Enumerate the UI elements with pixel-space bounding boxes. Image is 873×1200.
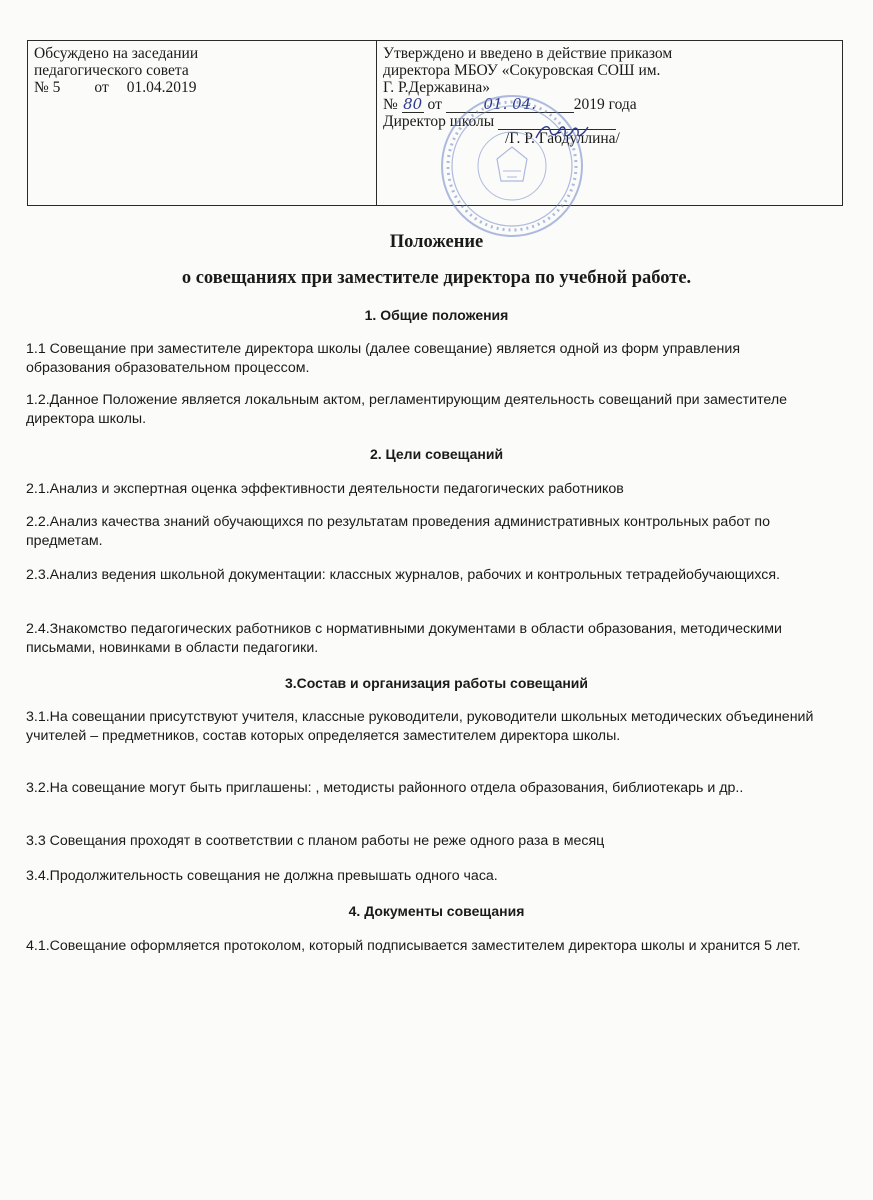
section-1-heading: 1. Общие положения	[364, 307, 509, 323]
order-number-label: №	[383, 96, 398, 113]
paragraph-4-1: 4.1.Совещание оформляется протоколом, который подписывается заместителем директора школы и хранится 5 лет.	[26, 938, 801, 954]
order-from-label: от	[427, 96, 442, 113]
director-line	[383, 113, 836, 130]
director-label: Директор школы	[383, 113, 495, 130]
order-number: 80	[403, 95, 423, 113]
protocol-number: № 5	[34, 79, 61, 96]
discussed-cell	[28, 41, 377, 206]
approved-cell	[377, 41, 843, 206]
order-year: 2019 года	[573, 96, 637, 113]
paragraph-3-3: 3.3 Совещания проходят в соответствии с планом работы не реже одного раза в месяц	[26, 833, 605, 849]
document-title: Положение	[389, 232, 484, 252]
discussed-line-2: педагогического совета	[34, 62, 189, 79]
paragraph-3-2: 3.2.На совещание могут быть приглашены: , методисты районного отдела образования, библиотекарь и др..	[26, 780, 744, 796]
paragraph-3-4: 3.4.Продолжительность совещания не должна превышать одного часа.	[26, 868, 498, 884]
approved-line-1: Утверждено и введено в действие приказом	[383, 45, 673, 62]
director-name: /Г. Р. Габдуллина/	[505, 130, 620, 147]
discussed-line-1: Обсуждено на заседании	[34, 45, 199, 62]
paragraph-2-4: 2.4.Знакомство педагогических работников с нормативными документами в области образования, методическими письмами, новинками в области педагогики.	[26, 621, 782, 656]
order-line	[383, 96, 836, 113]
paragraph-2-1: 2.1.Анализ и экспертная оценка эффективности деятельности педагогических работников	[26, 481, 624, 497]
approved-line-2: директора МБОУ «Сокуровская СОШ им.	[383, 62, 661, 79]
document-subtitle: о совещаниях при заместителе директора по учебной работе.	[181, 268, 692, 288]
order-date: 01. 04.	[483, 95, 536, 113]
paragraph-2-2: 2.2.Анализ качества знаний обучающихся по результатам проведения административных контрольных работ по предметам.	[26, 514, 770, 549]
paragraph-2-3: 2.3.Анализ ведения школьной документации: классных журналов, рабочих и контрольных тетрадейобучающихся.	[26, 567, 780, 583]
approved-line-3: Г. Р.Державина»	[383, 79, 491, 96]
approval-header-table	[27, 40, 843, 206]
discussed-protocol-line	[34, 79, 370, 96]
director-signature	[532, 121, 592, 143]
paragraph-3-1: 3.1.На совещании присутствуют учителя, классные руководители, руководители школьных методических объединений учителей – предметников, состав которых определяется заместителем директора школы.	[26, 709, 814, 744]
paragraph-1-2: 1.2.Данное Положение является локальным актом, регламентирующим деятельность совещаний при заместителе директора школы.	[26, 392, 787, 427]
protocol-date: 01.04.2019	[126, 79, 197, 96]
section-2-heading: 2. Цели совещаний	[369, 446, 504, 462]
protocol-from-label: от	[94, 79, 109, 96]
section-3-heading: 3.Состав и организация работы совещаний	[284, 675, 589, 691]
paragraph-1-1: 1.1 Совещание при заместителе директора школы (далее совещание) является одной из форм управления образования образовательном процессом.	[26, 341, 741, 376]
section-4-heading: 4. Документы совещания	[348, 903, 525, 919]
